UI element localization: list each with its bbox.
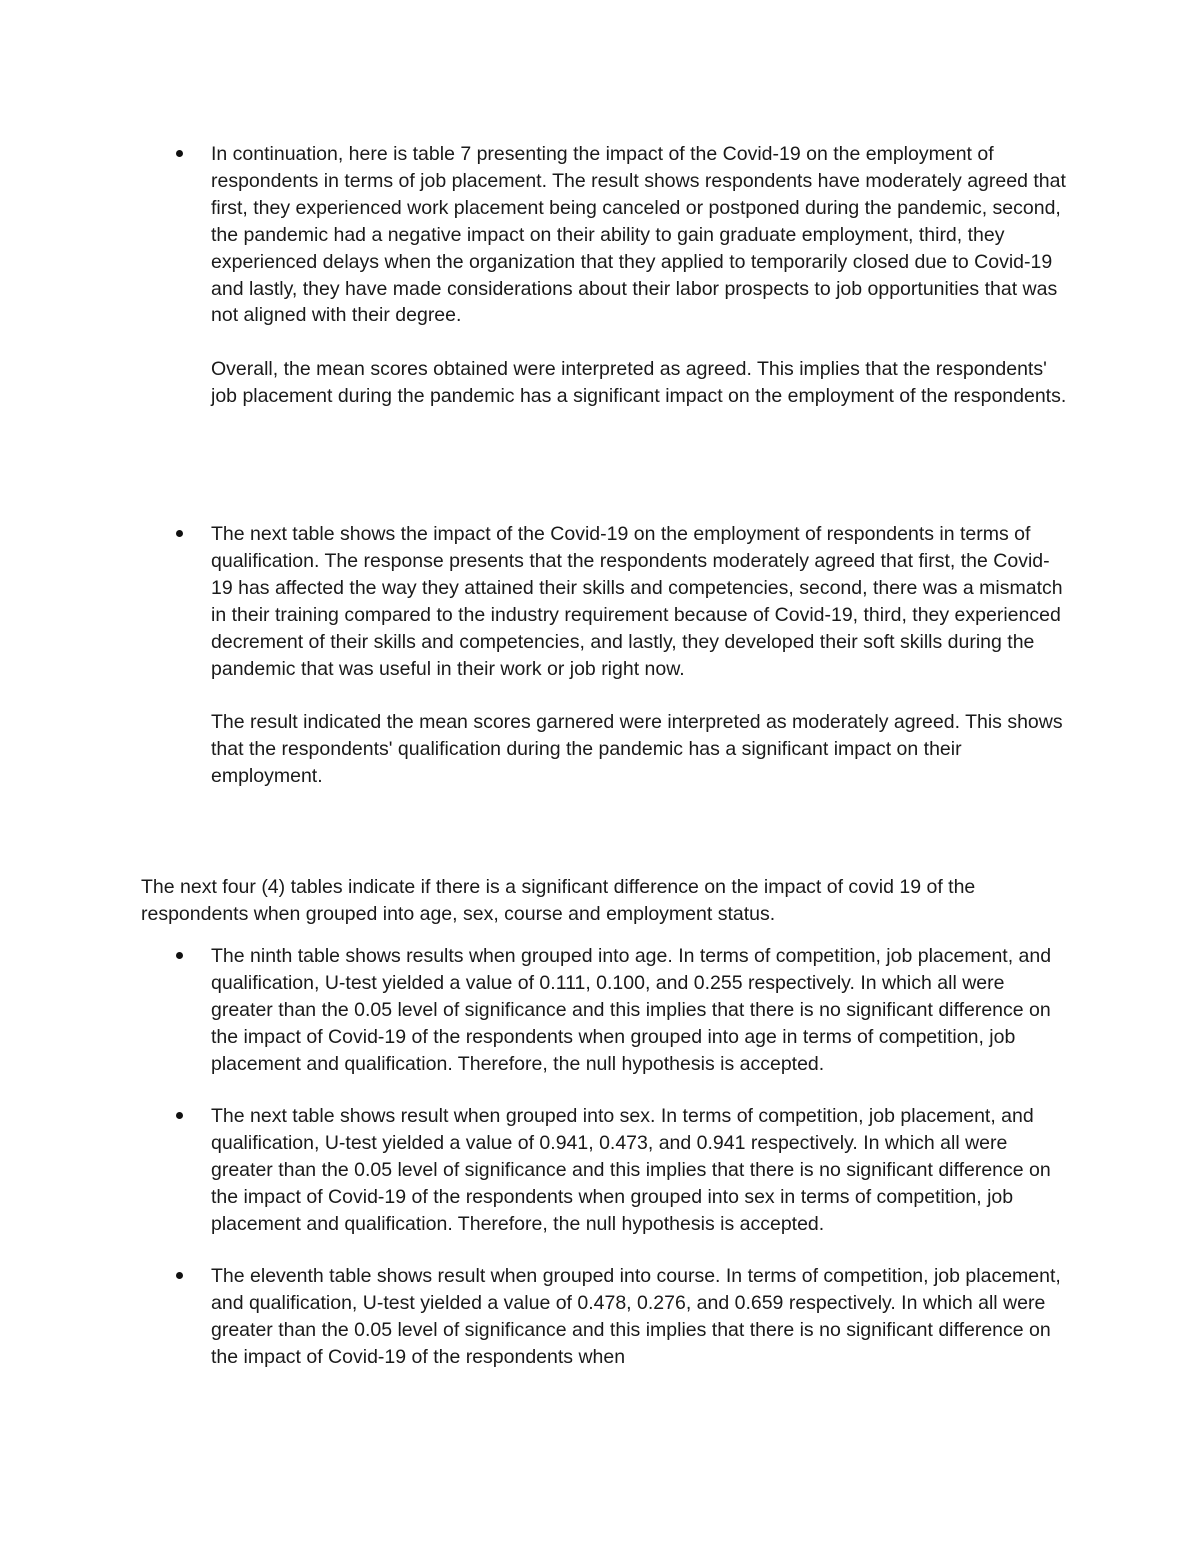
bullet-item-sex: [211, 1103, 1071, 1238]
paragraph: Overall, the mean scores obtained were interpreted as agreed. This implies that the respondents' job placement during the pandemic has a significant impact on the employment of the respondents.: [211, 358, 1067, 408]
bullet-icon: [176, 150, 186, 160]
bullet-item-age: [211, 943, 1071, 1078]
intro-paragraph: [141, 874, 1071, 928]
bullet-item-job-placement: [211, 141, 1071, 410]
bullet-icon: [176, 952, 186, 962]
paragraph: The ninth table shows results when grouped into age. In terms of competition, job placement, and qualification, U-test yielded a value of 0.111, 0.100, and 0.255 respectively. In which all were greater than the 0.05 level of significance and this implies that there is no significant difference on the impact of Covid-19 of the respondents when grouped into age in terms of competition, job placement and qualification. Therefore, the null hypothesis is accepted.: [211, 945, 1052, 1075]
paragraph: The next table shows result when grouped into sex. In terms of competition, job placement, and qualification, U-test yielded a value of 0.941, 0.473, and 0.941 respectively. In which all were greater than the 0.05 level of significance and this implies that there is no significant difference on the impact of Covid-19 of the respondents when grouped into sex in terms of competition, job placement and qualification. Therefore, the null hypothesis is accepted.: [211, 1105, 1051, 1235]
paragraph: The eleventh table shows result when grouped into course. In terms of competition, job placement, and qualification, U-test yielded a value of 0.478, 0.276, and 0.659 respectively. In which all were greater than the 0.05 level of significance and this implies that there is no significant difference on the impact of Covid-19 of the respondents when: [211, 1265, 1061, 1368]
paragraph: The next four (4) tables indicate if there is a significant difference on the impact of covid 19 of the respondents when grouped into age, sex, course and employment status.: [141, 876, 976, 925]
bullet-item-qualification: [211, 521, 1071, 790]
paragraph: The result indicated the mean scores garnered were interpreted as moderately agreed. This shows that the respondents' qualification during the pandemic has a significant impact on their employment.: [211, 711, 1063, 788]
paragraph: In continuation, here is table 7 presenting the impact of the Covid-19 on the employment of respondents in terms of job placement. The result shows respondents have moderately agreed that first, they experienced work placement being canceled or postponed during the pandemic, second, the pandemic had a negative impact on their ability to gain graduate employment, third, they experienced delays when the organization that they applied to temporarily closed due to Covid-19 and lastly, they have made considerations about their labor prospects to job opportunities that was not aligned with their degree.: [211, 143, 1066, 327]
bullet-icon: [176, 1112, 186, 1122]
bullet-item-course: [211, 1263, 1071, 1371]
paragraph: The next table shows the impact of the Covid-19 on the employment of respondents in terms of qualification. The response presents that the respondents moderately agreed that first, the Covid-19 has affected the way they attained their skills and competencies, second, there was a mismatch in their training compared to the industry requirement because of Covid-19, third, they experienced decrement of their skills and competencies, and lastly, they developed their soft skills during the pandemic that was useful in their work or job right now.: [211, 523, 1063, 680]
bullet-icon: [176, 530, 186, 540]
bullet-icon: [176, 1272, 186, 1282]
